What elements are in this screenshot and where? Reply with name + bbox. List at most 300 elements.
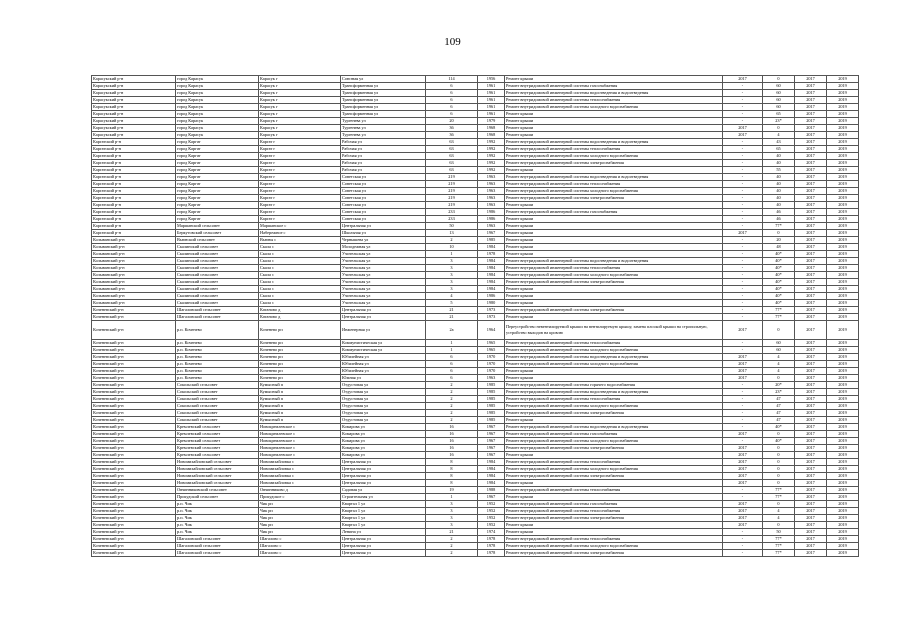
cell-house: 50 — [426, 223, 478, 230]
cell-house: 21 — [426, 307, 478, 314]
cell-end-year: 2019 — [827, 550, 859, 557]
cell-district: Коченевский р-н — [92, 522, 176, 529]
cell-locality: Карасук г — [259, 118, 341, 125]
cell-share: 40* — [763, 438, 795, 445]
cell-house: 3 — [426, 515, 478, 522]
cell-year: 1985 — [478, 237, 505, 244]
cell-house: 219 — [426, 202, 478, 209]
cell-district: Колыванский р-н — [92, 293, 176, 300]
cell-street: Квартал 1 ул — [341, 508, 426, 515]
cell-start-year: 2017 — [795, 403, 827, 410]
cell-house: 63 — [426, 167, 478, 174]
cell-locality: Каргат г — [259, 153, 341, 160]
cell-house: 2 — [426, 389, 478, 396]
cell-end-year: 2019 — [827, 314, 859, 321]
cell-start-year: 2017 — [795, 181, 827, 188]
cell-locality: Коченево рп — [259, 375, 341, 382]
cell-settlement: город Карасук — [176, 83, 259, 90]
cell-district: Коченевский р-н — [92, 354, 176, 361]
cell-share: 0 — [763, 431, 795, 438]
cell-end-year: 2019 — [827, 543, 859, 550]
cell-house: 1 — [426, 340, 478, 347]
cell-work-type: Ремонт внутридомовой инженерной системы электроснабжения — [505, 307, 723, 314]
cell-start-year: 2017 — [795, 417, 827, 424]
cell-share: 77* — [763, 487, 795, 494]
cell-house: 2 — [426, 237, 478, 244]
cell-plan-year: - — [723, 382, 763, 389]
cell-share: 47 — [763, 410, 795, 417]
cell-house: 2 — [426, 536, 478, 543]
cell-house: 219 — [426, 188, 478, 195]
table-row — [92, 216, 859, 223]
table-row — [92, 181, 859, 188]
cell-start-year: 2017 — [795, 361, 827, 368]
cell-share: 0 — [763, 375, 795, 382]
cell-settlement: город Каргат — [176, 181, 259, 188]
cell-locality: Каргат г — [259, 181, 341, 188]
cell-share: 40 — [763, 181, 795, 188]
cell-work-type: Ремонт внутридомовой инженерной системы холодного водоснабжения — [505, 347, 723, 354]
cell-end-year: 2019 — [827, 272, 859, 279]
cell-year: 1967 — [478, 230, 505, 237]
table-row — [92, 209, 859, 216]
cell-street: Комарова ул — [341, 452, 426, 459]
cell-locality: Коченево рп — [259, 321, 341, 340]
table-row — [92, 293, 859, 300]
cell-year: 1984 — [478, 459, 505, 466]
cell-street: Советская ул — [341, 216, 426, 223]
cell-work-type: Ремонт внутридомовой инженерной системы водоотведения и водоотведения — [505, 90, 723, 97]
cell-work-type: Ремонт внутридомовой инженерной системы холодного водоснабжения — [505, 153, 723, 160]
cell-plan-year: - — [723, 111, 763, 118]
table-row — [92, 340, 859, 347]
cell-settlement: Кремлевский сельсовет — [176, 424, 259, 431]
cell-end-year: 2019 — [827, 251, 859, 258]
cell-settlement: Новомихайловский сельсовет — [176, 480, 259, 487]
cell-settlement: Беркутовский сельсовет — [176, 230, 259, 237]
cell-plan-year: - — [723, 536, 763, 543]
cell-work-type: Ремонт внутридомовой инженерной системы холодного водоснабжения — [505, 188, 723, 195]
cell-share: 40* — [763, 286, 795, 293]
cell-street: Отдустовая ул — [341, 410, 426, 417]
cell-street: Советская ул — [341, 209, 426, 216]
cell-settlement: Скалинский сельсовет — [176, 244, 259, 251]
cell-settlement: город Каргат — [176, 139, 259, 146]
cell-plan-year: - — [723, 340, 763, 347]
cell-end-year: 2019 — [827, 417, 859, 424]
cell-start-year: 2017 — [795, 354, 827, 361]
cell-settlement: Сокольский сельсовет — [176, 403, 259, 410]
cell-settlement: Новомихайловский сельсовет — [176, 459, 259, 466]
cell-locality: Новомихайловка с — [259, 480, 341, 487]
table-row — [92, 480, 859, 487]
cell-work-type: Ремонт крыши — [505, 237, 723, 244]
cell-district: Колыванский р-н — [92, 272, 176, 279]
cell-house: 2а — [426, 321, 478, 340]
cell-work-type: Ремонт внутридомовой инженерной системы электроснабжения — [505, 515, 723, 522]
cell-district: Коченевский р-н — [92, 536, 176, 543]
cell-work-type: Ремонт внутридомовой инженерной системы теплоснабжения — [505, 146, 723, 153]
cell-year: 1985 — [478, 417, 505, 424]
cell-street: Советская ул — [341, 195, 426, 202]
cell-district: Каргатский р-н — [92, 230, 176, 237]
cell-plan-year: - — [723, 90, 763, 97]
cell-year: 1967 — [478, 452, 505, 459]
cell-work-type: Ремонт внутридомовой инженерной системы холодного водоснабжения — [505, 403, 723, 410]
cell-street: Советская ул — [341, 174, 426, 181]
cell-plan-year: 2017 — [723, 321, 763, 340]
cell-start-year: 2017 — [795, 286, 827, 293]
cell-locality: Скала с — [259, 272, 341, 279]
cell-house: 36 — [426, 132, 478, 139]
cell-locality: Скала с — [259, 293, 341, 300]
cell-settlement: Скалинский сельсовет — [176, 293, 259, 300]
cell-share: 40 — [763, 195, 795, 202]
cell-district: Коченевский р-н — [92, 473, 176, 480]
cell-start-year: 2017 — [795, 382, 827, 389]
cell-settlement: Сокольский сельсовет — [176, 382, 259, 389]
cell-year: 1985 — [478, 389, 505, 396]
cell-work-type: Ремонт внутридомовой инженерной системы теплоснабжения — [505, 536, 723, 543]
table-row — [92, 543, 859, 550]
cell-street: Чернышева ул — [341, 237, 426, 244]
cell-share: 65 — [763, 146, 795, 153]
cell-work-type: Ремонт внутридомовой инженерной системы электроснабжения — [505, 410, 723, 417]
cell-district: Коченевский р-н — [92, 321, 176, 340]
cell-plan-year: 2017 — [723, 230, 763, 237]
cell-start-year: 2017 — [795, 396, 827, 403]
cell-start-year: 2017 — [795, 251, 827, 258]
cell-share: 47 — [763, 396, 795, 403]
table-row — [92, 501, 859, 508]
cell-start-year: 2017 — [795, 272, 827, 279]
cell-house: 16 — [426, 452, 478, 459]
cell-street: Ленина ул — [341, 529, 426, 536]
cell-plan-year: - — [723, 188, 763, 195]
table-row — [92, 167, 859, 174]
cell-street: Учительская ул — [341, 265, 426, 272]
cell-start-year: 2017 — [795, 237, 827, 244]
cell-start-year: 2017 — [795, 153, 827, 160]
cell-year: 1986 — [478, 293, 505, 300]
cell-share: 23* — [763, 118, 795, 125]
cell-settlement: р.п. Коченево — [176, 368, 259, 375]
cell-end-year: 2019 — [827, 347, 859, 354]
cell-start-year: 2017 — [795, 424, 827, 431]
cell-locality: Кумысный п — [259, 417, 341, 424]
cell-district: Карасукский р-н — [92, 97, 176, 104]
cell-house: 8 — [426, 459, 478, 466]
cell-street: Центральная ул — [341, 550, 426, 557]
cell-year: 1952 — [478, 501, 505, 508]
cell-house: 6 — [426, 97, 478, 104]
cell-share: 77* — [763, 494, 795, 501]
cell-year: 1961 — [478, 104, 505, 111]
cell-plan-year: - — [723, 216, 763, 223]
cell-plan-year: 2017 — [723, 501, 763, 508]
table-row — [92, 417, 859, 424]
cell-settlement: город Карасук — [176, 125, 259, 132]
cell-district: Каргатский р-н — [92, 181, 176, 188]
cell-work-type: Ремонт внутридомовой инженерной системы электроснабжения — [505, 195, 723, 202]
cell-share: 0 — [763, 459, 795, 466]
cell-work-type: Ремонт крыши — [505, 480, 723, 487]
cell-share: 50 — [763, 529, 795, 536]
table-row — [92, 361, 859, 368]
cell-year: 1984 — [478, 265, 505, 272]
cell-locality: Каргат г — [259, 174, 341, 181]
cell-work-type: Ремонт внутридомовой инженерной системы газоснабжения — [505, 209, 723, 216]
cell-end-year: 2019 — [827, 300, 859, 307]
cell-start-year: 2017 — [795, 438, 827, 445]
cell-work-type: Ремонт крыши — [505, 314, 723, 321]
cell-end-year: 2019 — [827, 480, 859, 487]
cell-share: 0 — [763, 522, 795, 529]
cell-year: 1952 — [478, 515, 505, 522]
cell-year: 1965 — [478, 340, 505, 347]
cell-district: Коченевский р-н — [92, 452, 176, 459]
cell-work-type: Ремонт крыши — [505, 223, 723, 230]
cell-house: 3 — [426, 265, 478, 272]
cell-house: 6 — [426, 111, 478, 118]
cell-district: Коченевский р-н — [92, 396, 176, 403]
cell-district: Коченевский р-н — [92, 347, 176, 354]
cell-year: 1952 — [478, 508, 505, 515]
cell-start-year: 2017 — [795, 340, 827, 347]
cell-street: Квартал 1 ул — [341, 515, 426, 522]
cell-share: 77* — [763, 536, 795, 543]
cell-start-year: 2017 — [795, 473, 827, 480]
cell-locality: Кумысный п — [259, 389, 341, 396]
table-row — [92, 272, 859, 279]
cell-share: 20 — [763, 237, 795, 244]
cell-settlement: город Каргат — [176, 209, 259, 216]
cell-start-year: 2017 — [795, 195, 827, 202]
cell-house: 6 — [426, 361, 478, 368]
cell-end-year: 2019 — [827, 139, 859, 146]
cell-start-year: 2017 — [795, 76, 827, 83]
cell-district: Колыванский р-н — [92, 251, 176, 258]
cell-plan-year: - — [723, 160, 763, 167]
table-row — [92, 146, 859, 153]
cell-end-year: 2019 — [827, 396, 859, 403]
cell-share: 40 — [763, 160, 795, 167]
cell-plan-year: 2017 — [723, 508, 763, 515]
cell-share: 40 — [763, 202, 795, 209]
cell-year: 1961 — [478, 111, 505, 118]
cell-plan-year: - — [723, 389, 763, 396]
cell-locality: Новокремлевское с — [259, 438, 341, 445]
cell-plan-year: 2017 — [723, 473, 763, 480]
cell-settlement: р.п. Коченево — [176, 321, 259, 340]
cell-district: Карасукский р-н — [92, 90, 176, 97]
cell-district: Коченевский р-н — [92, 529, 176, 536]
cell-house: 3 — [426, 272, 478, 279]
cell-house: 6 — [426, 354, 478, 361]
cell-plan-year: - — [723, 251, 763, 258]
table-row — [92, 396, 859, 403]
cell-work-type: Переустройство невентилируемой крыши на вентилируемую крышу, замена плоской крыши на стропильную, устройство выходов на кровлю — [505, 321, 723, 340]
table-row — [92, 466, 859, 473]
cell-district: Коченевский р-н — [92, 410, 176, 417]
cell-street: Отдустовая ул — [341, 417, 426, 424]
cell-settlement: р.п. Коченево — [176, 361, 259, 368]
cell-settlement: город Каргат — [176, 174, 259, 181]
cell-start-year: 2017 — [795, 160, 827, 167]
cell-house: 3 — [426, 258, 478, 265]
cell-district: Каргатский р-н — [92, 146, 176, 153]
cell-locality: Каргат г — [259, 167, 341, 174]
cell-district: Коченевский р-н — [92, 515, 176, 522]
cell-house: 2 — [426, 417, 478, 424]
cell-work-type: Ремонт крыши — [505, 244, 723, 251]
cell-end-year: 2019 — [827, 132, 859, 139]
cell-street: Квартал 1 ул — [341, 501, 426, 508]
cell-plan-year: - — [723, 167, 763, 174]
cell-share: 48 — [763, 244, 795, 251]
cell-end-year: 2019 — [827, 230, 859, 237]
cell-end-year: 2019 — [827, 153, 859, 160]
cell-locality: Карасук г — [259, 132, 341, 139]
cell-end-year: 2019 — [827, 181, 859, 188]
cell-house: 8 — [426, 473, 478, 480]
cell-end-year: 2019 — [827, 237, 859, 244]
cell-district: Коченевский р-н — [92, 431, 176, 438]
cell-settlement: р.п. Коченево — [176, 347, 259, 354]
cell-locality: Кумысный п — [259, 382, 341, 389]
cell-end-year: 2019 — [827, 438, 859, 445]
cell-plan-year: - — [723, 174, 763, 181]
cell-house: 36 — [426, 125, 478, 132]
cell-start-year: 2017 — [795, 529, 827, 536]
cell-end-year: 2019 — [827, 487, 859, 494]
cell-house: 2 — [426, 410, 478, 417]
cell-street: Школьная ул — [341, 230, 426, 237]
cell-settlement: Сокольский сельсовет — [176, 396, 259, 403]
cell-district: Карасукский р-н — [92, 118, 176, 125]
cell-street: Отдустовая ул — [341, 389, 426, 396]
cell-settlement: город Карасук — [176, 118, 259, 125]
cell-work-type: Ремонт внутридомовой инженерной системы теплоснабжения — [505, 459, 723, 466]
cell-work-type: Ремонт внутридомовой инженерной системы водоотведения и водоотведения — [505, 258, 723, 265]
cell-plan-year: - — [723, 424, 763, 431]
table-row — [92, 494, 859, 501]
cell-end-year: 2019 — [827, 76, 859, 83]
cell-house: 1 — [426, 347, 478, 354]
cell-locality: Коченево рп — [259, 361, 341, 368]
cell-end-year: 2019 — [827, 354, 859, 361]
cell-locality: Чик рп — [259, 501, 341, 508]
cell-plan-year: - — [723, 153, 763, 160]
cell-district: Колыванский р-н — [92, 237, 176, 244]
cell-street: Квартал 1 ул — [341, 522, 426, 529]
cell-work-type: Ремонт внутридомовой инженерной системы теплоснабжения — [505, 487, 723, 494]
cell-work-type: Ремонт внутридомовой инженерной системы теплоснабжения — [505, 97, 723, 104]
cell-start-year: 2017 — [795, 293, 827, 300]
cell-street: Рабочая ул — [341, 153, 426, 160]
cell-street: Трансформенная ул — [341, 83, 426, 90]
cell-plan-year: - — [723, 396, 763, 403]
cell-locality: Карасук г — [259, 90, 341, 97]
cell-locality: Скала с — [259, 244, 341, 251]
table-row — [92, 251, 859, 258]
cell-street: Южная ул — [341, 375, 426, 382]
cell-locality: Скала с — [259, 258, 341, 265]
cell-end-year: 2019 — [827, 223, 859, 230]
cell-locality: Карасук г — [259, 97, 341, 104]
cell-house: 63 — [426, 160, 478, 167]
cell-street: Тургенева ул — [341, 125, 426, 132]
cell-year: 1992 — [478, 167, 505, 174]
cell-work-type: Ремонт крыши — [505, 522, 723, 529]
cell-district: Коченевский р-н — [92, 375, 176, 382]
cell-year: 1992 — [478, 139, 505, 146]
cell-street: Комарова ул — [341, 438, 426, 445]
cell-district: Карасукский р-н — [92, 104, 176, 111]
cell-year: 1967 — [478, 445, 505, 452]
cell-year: 1970 — [478, 361, 505, 368]
cell-house: 2 — [426, 403, 478, 410]
cell-street: Трансформенная ул — [341, 104, 426, 111]
cell-start-year: 2017 — [795, 347, 827, 354]
cell-share: 40 — [763, 188, 795, 195]
cell-house: 3 — [426, 522, 478, 529]
table-row — [92, 230, 859, 237]
table-row — [92, 125, 859, 132]
cell-house: 16 — [426, 438, 478, 445]
cell-settlement: Шагаловский сельсовет — [176, 314, 259, 321]
cell-locality: Каргат г — [259, 139, 341, 146]
cell-end-year: 2019 — [827, 83, 859, 90]
cell-share: 0 — [763, 466, 795, 473]
cell-house: 10 — [426, 244, 478, 251]
cell-start-year: 2017 — [795, 307, 827, 314]
cell-street: Отдустовая ул — [341, 396, 426, 403]
cell-house: 20 — [426, 118, 478, 125]
cell-start-year: 2017 — [795, 314, 827, 321]
cell-plan-year: - — [723, 529, 763, 536]
cell-street: Центральная ул — [341, 473, 426, 480]
cell-end-year: 2019 — [827, 111, 859, 118]
cell-plan-year: - — [723, 104, 763, 111]
cell-share: 77* — [763, 307, 795, 314]
cell-end-year: 2019 — [827, 375, 859, 382]
cell-street: Центральная ул — [341, 307, 426, 314]
table-row — [92, 223, 859, 230]
cell-end-year: 2019 — [827, 90, 859, 97]
cell-locality: Кумысный п — [259, 410, 341, 417]
cell-year: 1963 — [478, 174, 505, 181]
cell-start-year: 2017 — [795, 522, 827, 529]
cell-plan-year: 2017 — [723, 480, 763, 487]
cell-year: 1978 — [478, 251, 505, 258]
cell-district: Каргатский р-н — [92, 223, 176, 230]
cell-end-year: 2019 — [827, 368, 859, 375]
cell-start-year: 2017 — [795, 223, 827, 230]
cell-settlement: р.п. Чик — [176, 522, 259, 529]
cell-start-year: 2017 — [795, 445, 827, 452]
cell-start-year: 2017 — [795, 459, 827, 466]
cell-locality: Каргат г — [259, 160, 341, 167]
cell-start-year: 2017 — [795, 494, 827, 501]
cell-street: Инженерная ул — [341, 321, 426, 340]
table-row — [92, 83, 859, 90]
table-row — [92, 403, 859, 410]
cell-year: 1968 — [478, 132, 505, 139]
cell-year: 1967 — [478, 438, 505, 445]
cell-house: 233 — [426, 216, 478, 223]
cell-share: 60 — [763, 97, 795, 104]
